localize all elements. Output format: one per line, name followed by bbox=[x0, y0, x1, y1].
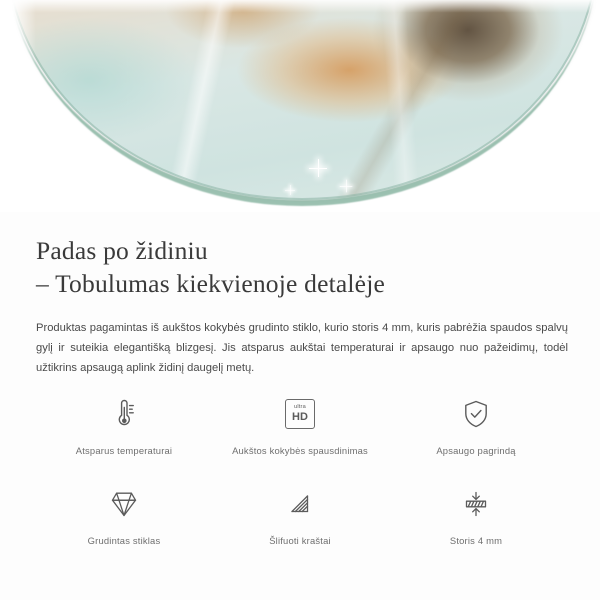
feature-item-surface-protection bbox=[388, 392, 564, 482]
page-title bbox=[36, 234, 556, 300]
thickness-arrows-icon bbox=[459, 482, 493, 526]
feature-label: Storis 4 mm bbox=[449, 535, 503, 546]
ultra-hd-badge-top: ultra bbox=[294, 404, 306, 411]
thermometer-icon bbox=[107, 392, 141, 436]
feature-label: Grudintas stiklas bbox=[87, 535, 161, 546]
feature-item-thickness bbox=[388, 482, 564, 572]
feature-label: Apsaugo pagrindą bbox=[436, 445, 516, 456]
ultra-hd-badge-icon bbox=[285, 392, 315, 436]
hero-image bbox=[0, 0, 600, 212]
text-content bbox=[0, 212, 600, 378]
shield-check-icon bbox=[459, 392, 493, 436]
page-title-line-2: – Tobulumas kiekvienoje detalėje bbox=[36, 269, 386, 298]
polished-edges-icon bbox=[283, 482, 317, 526]
feature-item-temperature bbox=[36, 392, 212, 482]
feature-label: Atsparus temperaturai bbox=[75, 445, 173, 456]
feature-grid bbox=[36, 392, 564, 572]
feature-item-print-quality bbox=[212, 392, 388, 482]
diamond-icon bbox=[107, 482, 141, 526]
hero-white-fade bbox=[0, 0, 600, 212]
feature-label: Šlifuoti kraštai bbox=[269, 535, 331, 546]
ultra-hd-badge-bottom: HD bbox=[292, 410, 308, 423]
page-title-line-1: Padas po židiniu bbox=[36, 236, 208, 265]
feature-item-polished-edges bbox=[212, 482, 388, 572]
feature-label: Aukštos kokybės spausdinimas bbox=[232, 445, 368, 456]
description-paragraph: Produktas pagamintas iš aukštos kokybės grudinto stiklo, kurio storis 4 mm, kuris pabrėžia spaudos spalvų gylį ir suteikia elegantišką blizgesį. Jis atsparus aukštai temperaturai ir apsaugo nuo pažeidimų, todėl užtikrins apsaugą aplink židinį daugelį metų. bbox=[36, 322, 568, 374]
feature-item-tempered-glass bbox=[36, 482, 212, 572]
